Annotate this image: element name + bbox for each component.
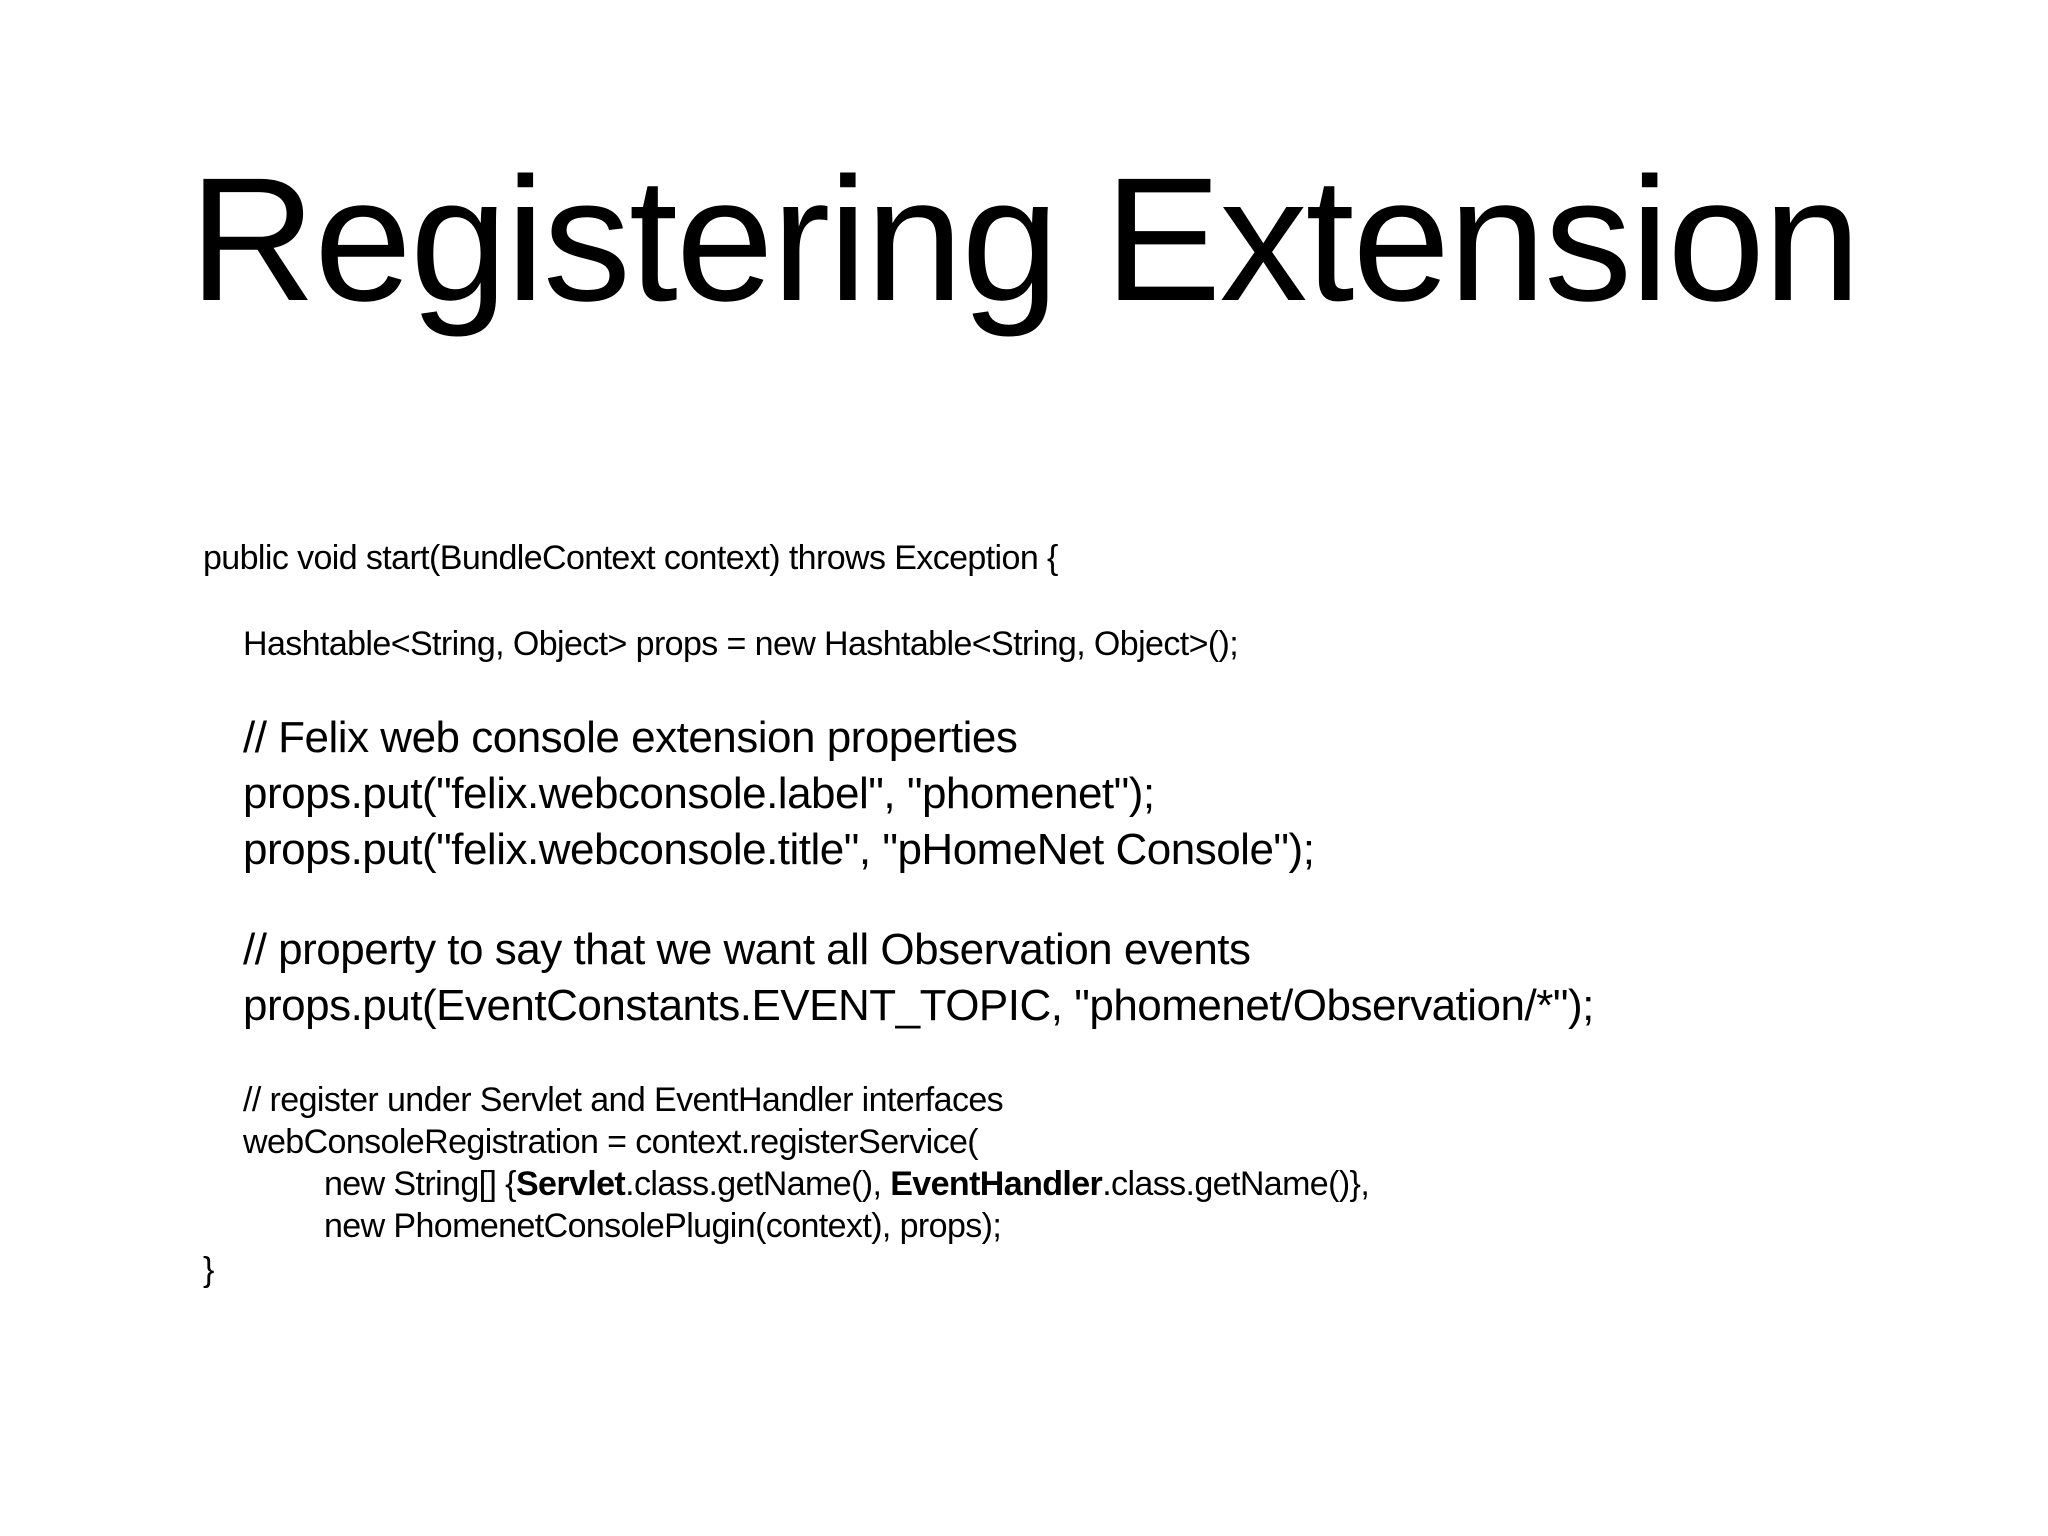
code-comment-event: // property to say that we want all Observation events [243,925,1251,974]
eventhandler-suffix: .class.getName()}, [1102,1165,1370,1203]
code-comment-felix: // Felix web console extension properties [243,713,1018,762]
code-line-put-title: props.put("felix.webconsole.title", "pHomeNet Console"); [243,825,1315,874]
eventhandler-keyword: EventHandler [890,1165,1103,1203]
servlet-suffix: .class.getName(), [625,1165,891,1203]
code-line-signature: public void start(BundleContext context) throws Exception { [203,539,1058,577]
code-line-put-topic: props.put(EventConstants.EVENT_TOPIC, "phomenet/Observation/*"); [243,981,1594,1030]
code-line-string-array [324,1162,1369,1206]
slide-title: Registering Extension [188,142,1860,338]
code-close-brace: } [203,1251,214,1289]
servlet-keyword: Servlet [515,1165,626,1203]
code-line-put-label: props.put("felix.webconsole.label", "phomenet"); [243,769,1155,818]
code-line-hashtable: Hashtable<String, Object> props = new Hashtable<String, Object>(); [243,625,1239,663]
code-comment-register: // register under Servlet and EventHandler interfaces [243,1081,1004,1119]
string-array-prefix: new String[] { [324,1165,516,1203]
code-line-plugin: new PhomenetConsolePlugin(context), props); [324,1207,1002,1245]
code-line-registration: webConsoleRegistration = context.registerService( [243,1123,979,1161]
